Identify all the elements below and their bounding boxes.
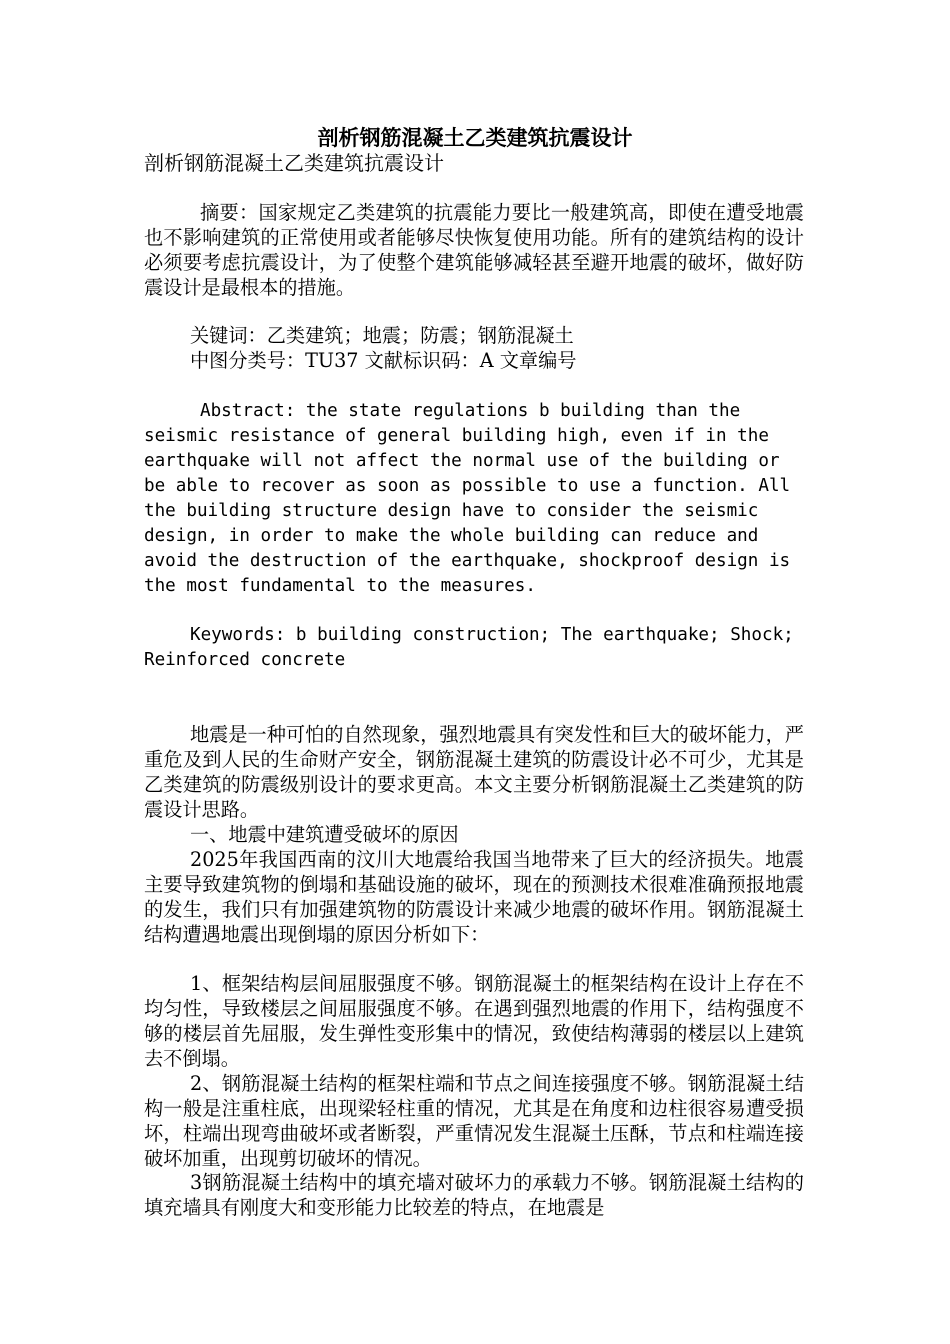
abstract-en: Abstract: the state regulations b building than the seismic resistance of general building high, even if in the earthquake will not affect the normal use of the building or be able to recover as soon as possible to use a function. All the building structure design have to consider the seismic design, in order to make the whole building can reduce and avoid the destruction of the earthquake, shockproof design is the most fundamental to the measures.: [144, 401, 791, 596]
keywords-cn: 关键词：乙类建筑；地震；防震；钢筋混凝土: [190, 324, 574, 347]
section-heading-1: 一、地震中建筑遭受破坏的原因: [190, 823, 459, 846]
body-paragraph-item-3: 3钢筋混凝土结构中的填充墙对破坏力的承载力不够。钢筋混凝土结构的填充墙具有刚度大和变形能力比较差的特点，在地震是: [144, 1171, 804, 1219]
document-subtitle: 剖析钢筋混凝土乙类建筑抗震设计: [144, 151, 444, 175]
body-paragraph-causes: 2025年我国西南的汶川大地震给我国当地带来了巨大的经济损失。地震主要导致建筑物的倒塌和基础设施的破坏，现在的预测技术很难准确预报地震的发生，我们只有加强建筑物的防震设计来减少地震的破坏作用。钢筋混凝土结构遭遇地震出现倒塌的原因分析如下：: [144, 848, 804, 946]
body-paragraph-item-1: 1、框架结构层间屈服强度不够。钢筋混凝土的框架结构在设计上存在不均匀性，导致楼层之间屈服强度不够。在遇到强烈地震的作用下，结构强度不够的楼层首先屈服，发生弹性变形集中的情况，致使结构薄弱的楼层以上建筑去不倒塌。: [144, 972, 804, 1070]
keywords-en: Keywords: b building construction; The earthquake; Shock; Reinforced concrete: [144, 625, 794, 670]
abstract-cn: 摘要：国家规定乙类建筑的抗震能力要比一般建筑高，即使在遭受地震也不影响建筑的正常使用或者能够尽快恢复使用功能。所有的建筑结构的设计必须要考虑抗震设计，为了使整个建筑能够减轻甚至避开地震的破坏，做好防震设计是最根本的措施。: [144, 201, 804, 299]
document-title: 剖析钢筋混凝土乙类建筑抗震设计: [317, 126, 633, 150]
body-paragraph-item-2: 2、钢筋混凝土结构的框架柱端和节点之间连接强度不够。钢筋混凝土结构一般是注重柱底，出现梁轻柱重的情况，尤其是在角度和边柱很容易遭受损坏，柱端出现弯曲破坏或者断裂，严重情况发生混凝土压酥，节点和柱端连接破坏加重，出现剪切破坏的情况。: [144, 1072, 804, 1170]
classification-line: 中图分类号：TU37 文献标识码：A 文章编号: [190, 349, 577, 372]
body-paragraph-intro: 地震是一种可怕的自然现象，强烈地震具有突发性和巨大的破坏能力，严重危及到人民的生命财产安全，钢筋混凝土建筑的防震设计必不可少，尤其是乙类建筑的防震级别设计的要求更高。本文主要分析钢筋混凝土乙类建筑的防震设计思路。: [144, 723, 804, 821]
